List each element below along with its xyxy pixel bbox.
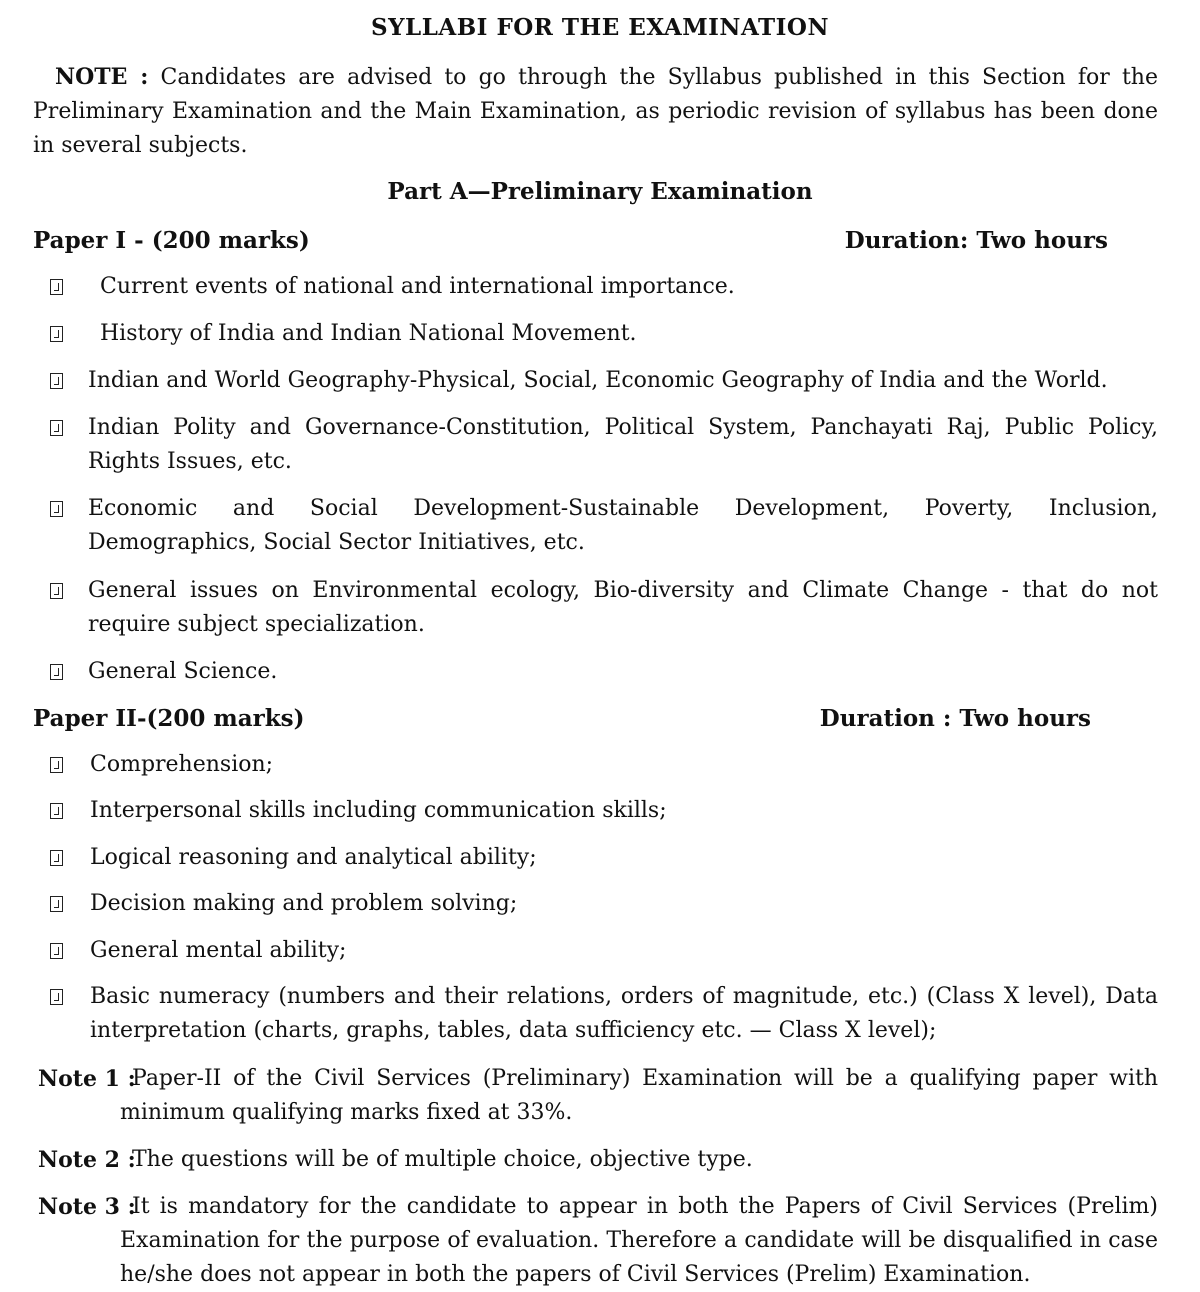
note-3-text: It is mandatory for the candidate to appear in both the Papers of Civil Services (Prelim) Examination for the purpose of evaluation. Therefore a candidate will be disqualified in case he/she does not appear in both the papers of Civil Services (Prelim) Examination. xyxy=(120,1194,1158,1287)
bullet-box-icon xyxy=(50,664,63,680)
note-3 xyxy=(38,1190,1158,1292)
intro-note xyxy=(33,60,1158,163)
note-3-label: Note 3 : xyxy=(38,1194,136,1220)
paper2-duration: Duration : Two hours xyxy=(819,705,1091,732)
list-item: Economic and Social Development-Sustainable Development, Poverty, Inclusion, Demographics, Social Sector Initiatives, etc. xyxy=(50,492,1158,560)
list-item: Basic numeracy (numbers and their relations, orders of magnitude, etc.) (Class X level), Data interpretation (charts, graphs, tables, data sufficiency etc. — Class X level); xyxy=(50,980,1158,1048)
bullet-box-icon xyxy=(50,373,63,389)
note-1-text: Paper-II of the Civil Services (Preliminary) Examination will be a qualifying paper with minimum qualifying marks fixed at 33%. xyxy=(120,1066,1158,1125)
note-1 xyxy=(38,1062,1158,1130)
paper2-title: Paper II-(200 marks) xyxy=(33,705,305,732)
bullet-box-icon xyxy=(50,896,63,912)
list-item: General issues on Environmental ecology, Bio-diversity and Climate Change - that do not require subject specialization. xyxy=(50,574,1158,642)
bullet-box-icon xyxy=(50,943,63,959)
bullet-box-icon xyxy=(50,757,63,773)
bullet-box-icon xyxy=(50,279,63,295)
bullet-box-icon xyxy=(50,326,63,342)
intro-note-text: Candidates are advised to go through the Syllabus published in this Section for the Preliminary Examination and the Main Examination, as periodic revision of syllabus has been done in several subjects. xyxy=(33,65,1158,158)
note-2 xyxy=(38,1143,1158,1177)
paper2-header xyxy=(33,702,1091,736)
bullet-box-icon xyxy=(50,583,63,599)
bullet-box-icon xyxy=(50,501,63,517)
note-2-label: Note 2 : xyxy=(38,1147,136,1173)
bullet-box-icon xyxy=(50,989,63,1005)
bullet-box-icon xyxy=(50,850,63,866)
paper1-header xyxy=(33,224,1108,258)
part-title: Part A—Preliminary Examination xyxy=(387,178,813,205)
list-item: Current events of national and international importance. xyxy=(50,270,1158,304)
list-item: Indian Polity and Governance-Constitution, Political System, Panchayati Raj, Public Policy, Rights Issues, etc. xyxy=(50,411,1158,479)
note-1-label: Note 1 : xyxy=(38,1066,136,1092)
page-title: SYLLABI FOR THE EXAMINATION xyxy=(371,14,829,41)
list-item: Interpersonal skills including communication skills; xyxy=(50,794,1158,828)
list-item: General Science. xyxy=(50,655,1158,689)
paper1-duration: Duration: Two hours xyxy=(844,227,1108,254)
note-2-text: The questions will be of multiple choice, objective type. xyxy=(132,1147,753,1172)
list-item: History of India and Indian National Movement. xyxy=(50,317,1158,351)
paper1-title: Paper I - (200 marks) xyxy=(33,227,310,254)
intro-note-label: NOTE : xyxy=(55,64,149,90)
bullet-box-icon xyxy=(50,420,63,436)
list-item: Decision making and problem solving; xyxy=(50,887,1158,921)
list-item: Comprehension; xyxy=(50,748,1158,782)
list-item: General mental ability; xyxy=(50,934,1158,968)
bullet-box-icon xyxy=(50,803,63,819)
list-item: Indian and World Geography-Physical, Social, Economic Geography of India and the World. xyxy=(50,364,1158,398)
list-item: Logical reasoning and analytical ability; xyxy=(50,841,1158,875)
